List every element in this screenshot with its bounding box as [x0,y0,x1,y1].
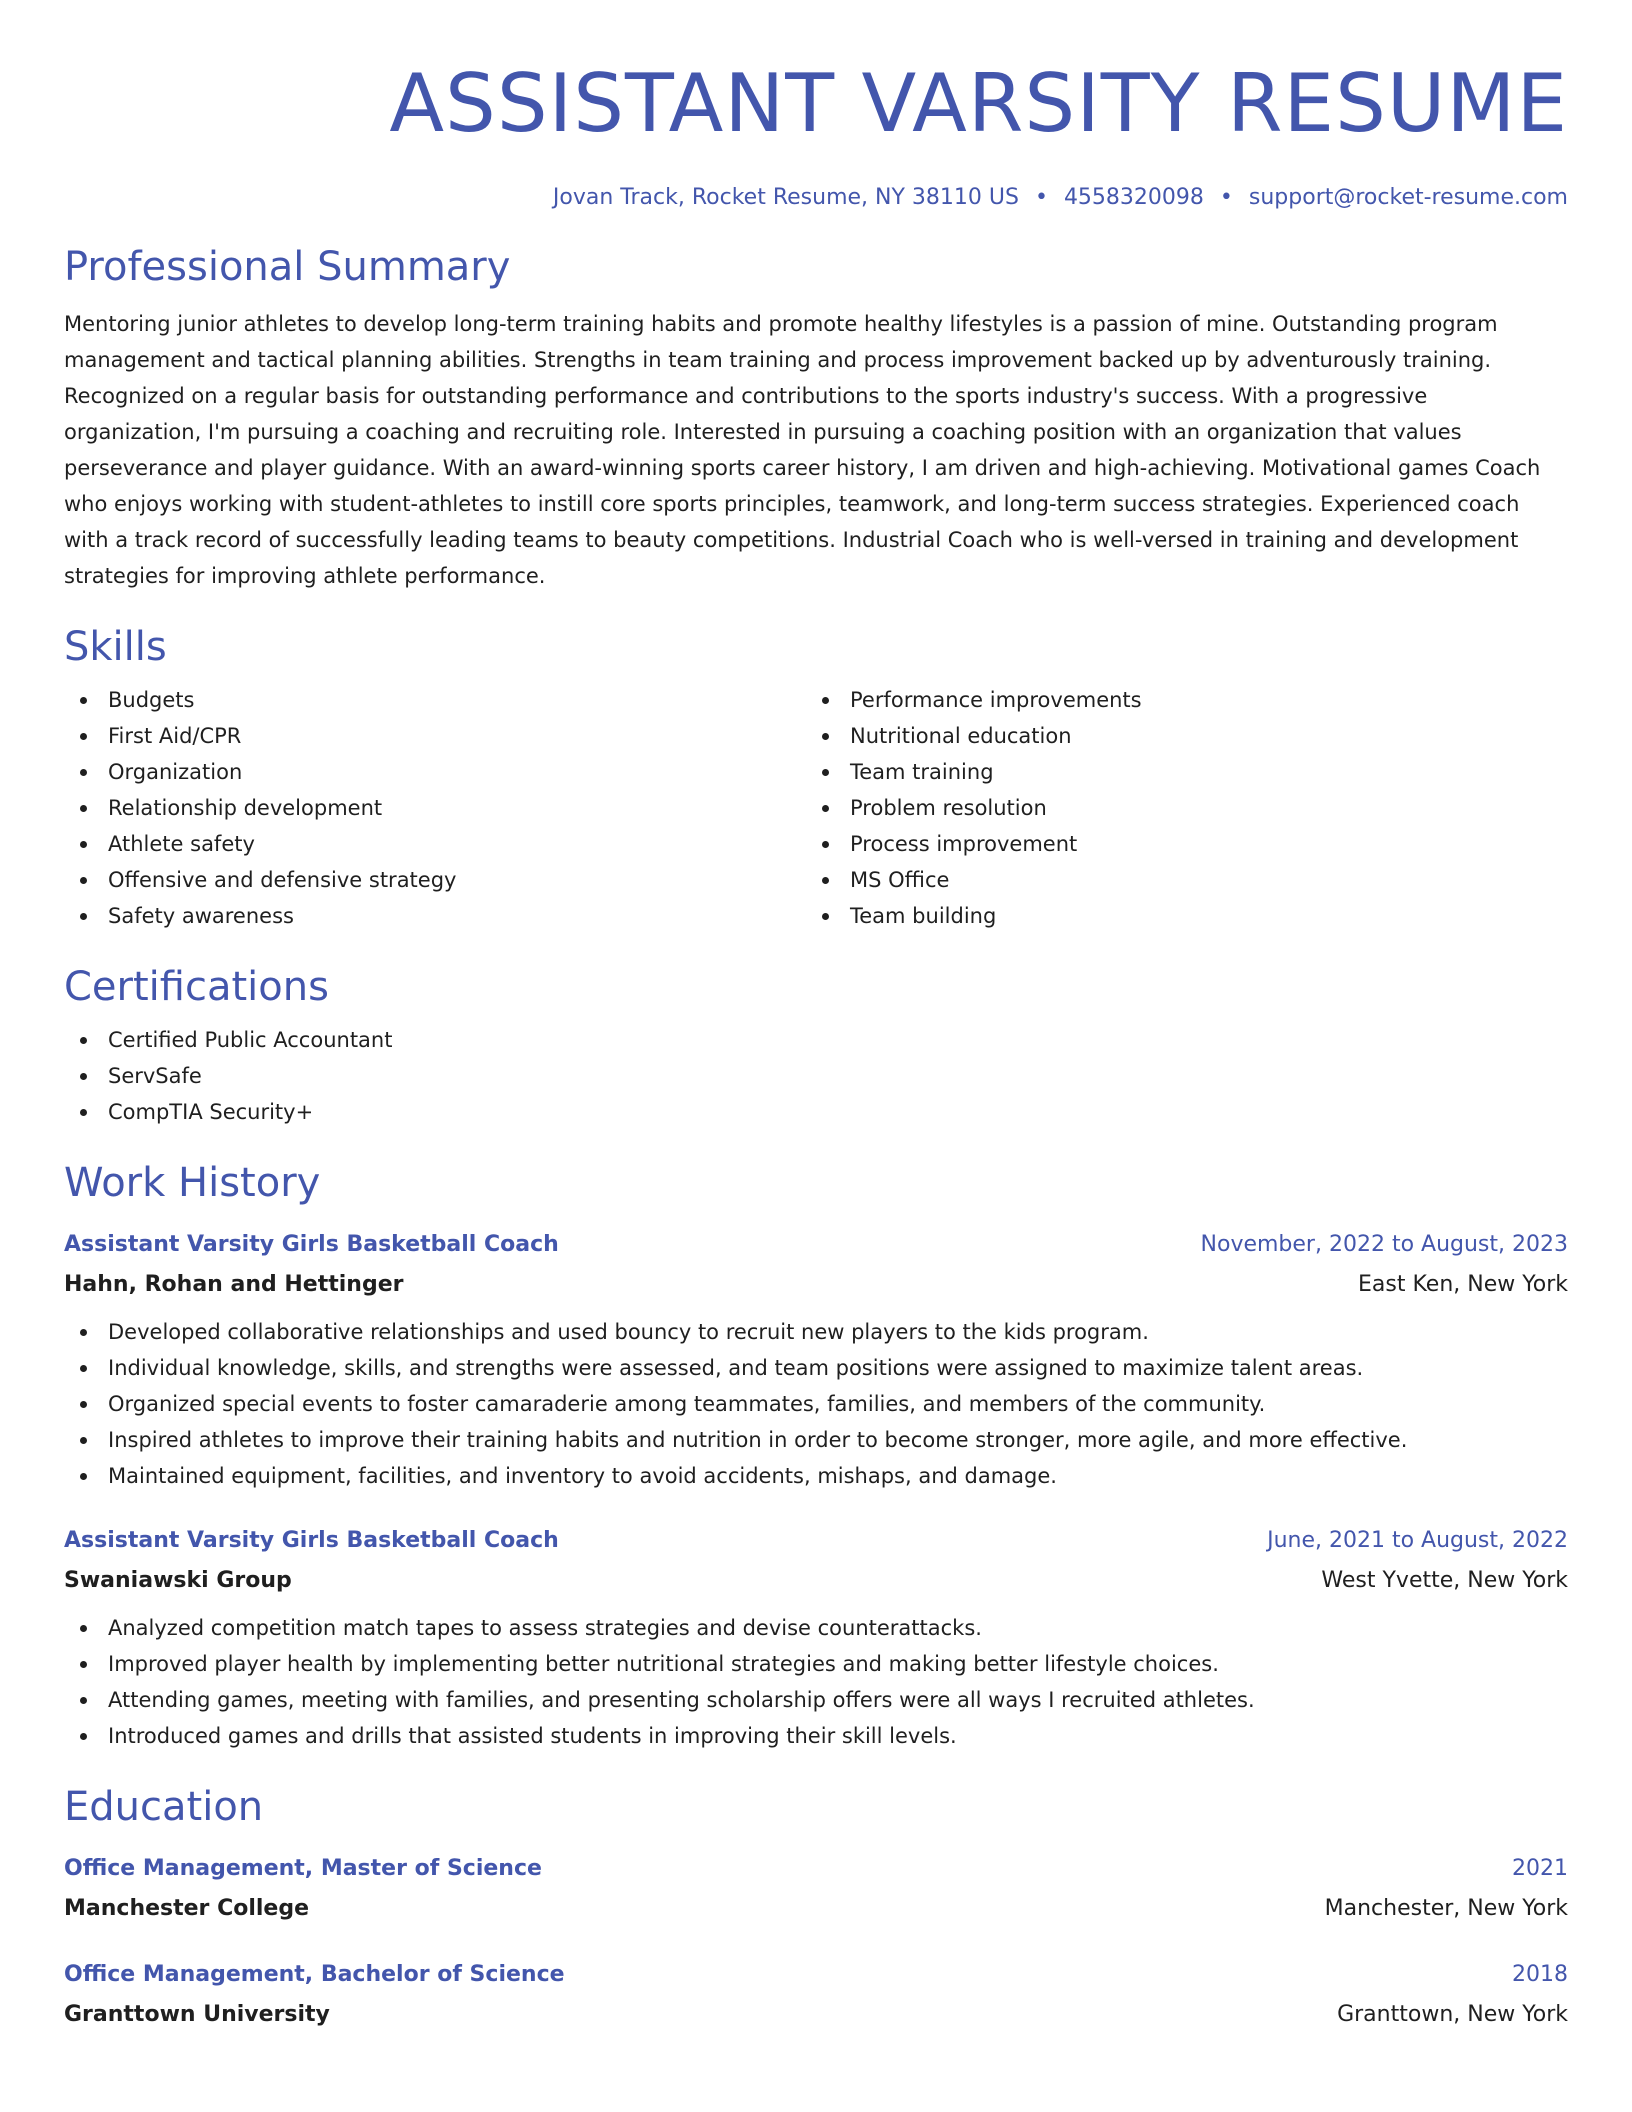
job-location: West Yvette, New York [1321,1568,1568,1593]
job-bullet: Improved player health by implementing better nutritional strategies and making better lifestyle choices. [64,1646,1568,1682]
education-entry [64,1854,1568,1924]
skills-list-left [64,682,806,934]
job-company-row [64,1270,1568,1300]
education-degree: Office Management, Master of Science [64,1856,542,1881]
skills-grid [64,682,1568,934]
job-company: Hahn, Rohan and Hettinger [64,1272,404,1297]
skill-item: Process improvement [806,826,1548,862]
education-degree-row [64,1960,1568,1990]
job-title-row [64,1526,1568,1556]
section-heading-summary: Professional Summary [64,244,511,290]
job-bullet: Individual knowledge, skills, and strengths were assessed, and team positions were assigned to maximize talent areas. [64,1350,1568,1386]
skill-item: MS Office [806,862,1548,898]
education-school-row [64,2000,1568,2030]
job-bullet: Developed collaborative relationships and used bouncy to recruit new players to the kids program. [64,1314,1568,1350]
job-bullet: Maintained equipment, facilities, and inventory to avoid accidents, mishaps, and damage. [64,1458,1568,1494]
skills-list-right [806,682,1548,934]
certifications-section [64,962,1568,1130]
job-title: Assistant Varsity Girls Basketball Coach [64,1528,559,1553]
job-bullets [64,1314,1568,1494]
section-heading-education: Education [64,1784,264,1830]
certification-item: Certified Public Accountant [64,1022,1568,1058]
skills-section [64,622,1568,934]
job-location: East Ken, New York [1358,1272,1568,1297]
job-entry [64,1526,1568,1754]
contact-line [64,184,1568,212]
skill-item: Organization [64,754,806,790]
professional-summary-section [64,242,1568,594]
skill-item: Athlete safety [64,826,806,862]
section-heading-skills: Skills [64,624,167,670]
job-bullet: Attending games, meeting with families, and presenting scholarship offers were all ways I recruited athletes. [64,1682,1568,1718]
skill-item: Team training [806,754,1548,790]
job-entry [64,1230,1568,1494]
education-location: Manchester, New York [1324,1896,1568,1921]
education-year: 2021 [1512,1856,1568,1881]
education-section [64,1782,1568,2030]
job-company: Swaniawski Group [64,1568,292,1593]
skill-item: Problem resolution [806,790,1548,826]
education-degree-row [64,1854,1568,1884]
section-heading-certifications: Certifications [64,964,329,1010]
skill-item: Relationship development [64,790,806,826]
job-dates: November, 2022 to August, 2023 [1200,1232,1568,1257]
summary-text: Mentoring junior athletes to develop long-term training habits and promote healthy lifestyles is a passion of mine. Outstanding program management and tactical planning abilities. Strengths in team training and process improvement backed up by adventurously training. Recognized on a regular basis for outstanding performance and contributions to the sports industry's success. With a progressive organization, I'm pursuing a coaching and recruiting role. Interested in pursuing a coaching position with an organization that values perseverance and player guidance. With an award-winning sports career history, I am driven and high-achieving. Motivational games Coach who enjoys working with student-athletes to instill core sports principles, teamwork, and long-term success strategies. Experienced coach with a track record of successfully leading teams to beauty competitions. Industrial Coach who is well-versed in training and development strategies for improving athlete performance. [64,312,1541,588]
education-school-row [64,1894,1568,1924]
job-bullets [64,1610,1568,1754]
skill-item: Budgets [64,682,806,718]
job-dates: June, 2021 to August, 2022 [1267,1528,1568,1553]
certification-item: CompTIA Security+ [64,1094,1568,1130]
job-bullet: Organized special events to foster camaraderie among teammates, families, and members of the community. [64,1386,1568,1422]
education-school: Manchester College [64,1896,309,1921]
job-bullet: Analyzed competition match tapes to assess strategies and devise counterattacks. [64,1610,1568,1646]
section-heading-work-history: Work History [64,1160,321,1206]
resume-header [64,0,1568,212]
job-title: Assistant Varsity Girls Basketball Coach [64,1232,559,1257]
job-title-row [64,1230,1568,1260]
job-company-row [64,1566,1568,1596]
skill-item: Performance improvements [806,682,1548,718]
job-bullet: Inspired athletes to improve their training habits and nutrition in order to become stronger, more agile, and more effective. [64,1422,1568,1458]
education-year: 2018 [1512,1962,1568,1987]
skill-item: Team building [806,898,1548,934]
skill-item: Safety awareness [64,898,806,934]
contact-separator: • [1219,185,1233,210]
contact-address: Jovan Track, Rocket Resume, NY 38110 US [552,185,1019,210]
education-location: Granttown, New York [1337,2002,1568,2027]
work-history-section [64,1158,1568,1754]
skills-column-left [64,682,806,934]
education-degree: Office Management, Bachelor of Science [64,1962,565,1987]
contact-separator: • [1034,185,1048,210]
contact-phone[interactable]: 4558320098 [1063,185,1204,210]
education-entry [64,1960,1568,2030]
resume-title: ASSISTANT VARSITY RESUME [389,57,1568,150]
skill-item: First Aid/CPR [64,718,806,754]
certification-item: ServSafe [64,1058,1568,1094]
job-bullet: Introduced games and drills that assisted students in improving their skill levels. [64,1718,1568,1754]
skill-item: Nutritional education [806,718,1548,754]
certifications-list [64,1022,1568,1130]
skill-item: Offensive and defensive strategy [64,862,806,898]
education-school: Granttown University [64,2002,330,2027]
skills-column-right [806,682,1548,934]
contact-email[interactable]: support@rocket-resume.com [1248,185,1568,210]
